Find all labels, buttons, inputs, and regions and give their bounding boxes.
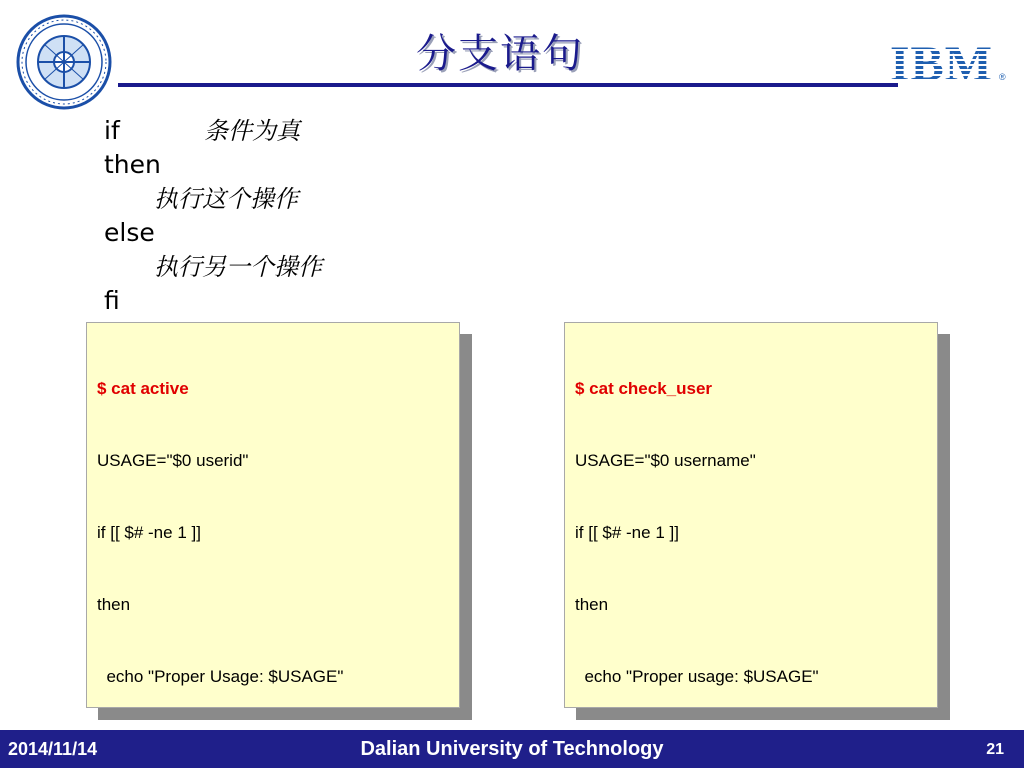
code-box-check-user — [564, 322, 938, 708]
keyword-if: if — [104, 116, 120, 145]
code-line: then — [97, 595, 131, 614]
else-action-text: 执行另一个操作 — [154, 253, 322, 281]
keyword-else: else — [104, 218, 155, 247]
syntax-row-then — [104, 148, 322, 182]
then-action-text: 执行这个操作 — [154, 185, 298, 213]
syntax-row-else-action — [104, 250, 322, 284]
code-line: if [[ $# -ne 1 ]] — [575, 523, 679, 542]
slide-footer — [0, 730, 1024, 768]
page-number: 21 — [986, 741, 1004, 758]
svg-text:®: ® — [999, 72, 1006, 82]
footer-organization: Dalian University of Technology — [360, 738, 664, 760]
code-header: $ cat check_user — [575, 379, 713, 398]
code-line: USAGE="$0 userid" — [97, 451, 249, 470]
syntax-row-then-action — [104, 182, 322, 216]
condition-text: 条件为真 — [204, 117, 300, 145]
footer-date: 2014/11/14 — [8, 739, 98, 759]
code-header: $ cat active — [97, 379, 189, 398]
syntax-row-else — [104, 216, 322, 250]
code-line: echo "Proper usage: $USAGE" — [575, 667, 819, 686]
code-box-active-body — [86, 322, 460, 708]
code-line: echo "Proper Usage: $USAGE" — [97, 667, 344, 686]
code-box-active — [86, 322, 460, 708]
syntax-row-if — [104, 114, 322, 148]
svg-text:IBM: IBM — [890, 36, 993, 86]
slide-title: 分支语句 — [416, 31, 584, 77]
code-line: then — [575, 595, 609, 614]
code-line: if [[ $# -ne 1 ]] — [97, 523, 201, 542]
ibm-logo — [886, 36, 1010, 86]
keyword-then: then — [104, 150, 161, 179]
syntax-row-fi — [104, 284, 322, 318]
title-underline — [118, 83, 898, 87]
code-line: USAGE="$0 username" — [575, 451, 756, 470]
if-syntax-block — [104, 114, 322, 318]
keyword-fi: fi — [104, 286, 120, 315]
code-box-check-user-body — [564, 322, 938, 708]
